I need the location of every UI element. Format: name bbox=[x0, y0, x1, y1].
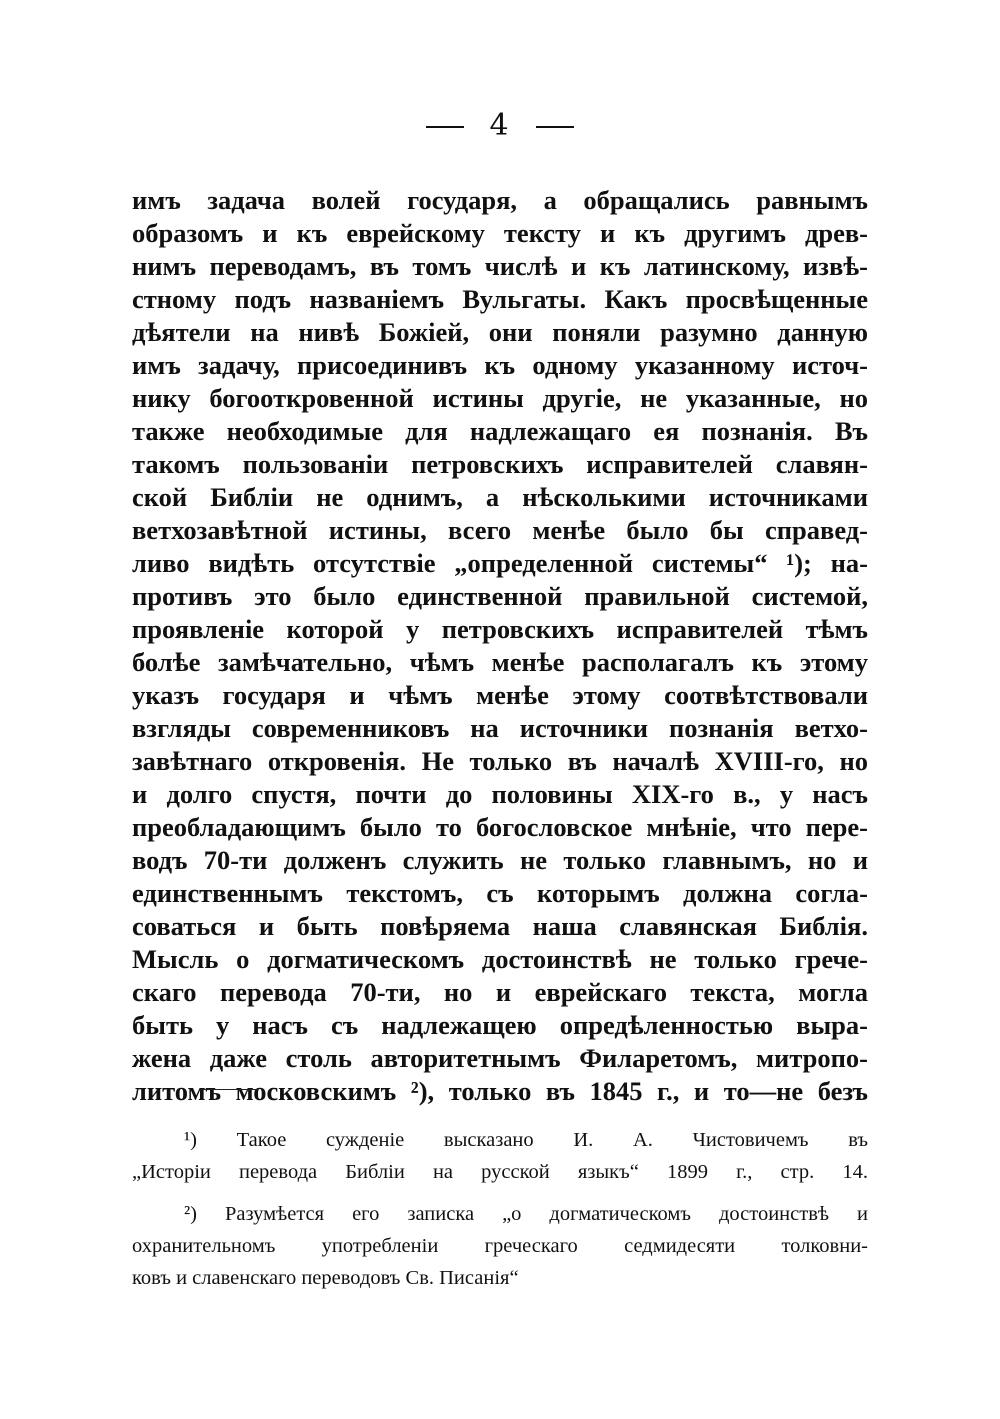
body-line: также необходимые для надлежащаго ея познанія. Въ bbox=[132, 416, 868, 446]
body-line: нимъ переводамъ, въ томъ числѣ и къ латинскому, извѣ- bbox=[132, 251, 868, 281]
page-number bbox=[0, 108, 1000, 143]
body-line: стному подъ названіемъ Вульгаты. Какъ просвѣщенные bbox=[132, 284, 868, 314]
body-line: дѣятели на нивѣ Божіей, они поняли разумно данную bbox=[132, 317, 868, 347]
footnote-line: ¹) Такое сужденіе высказано И. А. Чистовичемъ въ bbox=[184, 1129, 868, 1151]
body-line: ветхозавѣтной истины, всего менѣе было бы справед- bbox=[132, 515, 868, 545]
body-line: единственнымъ текстомъ, съ которымъ должна согла- bbox=[132, 878, 868, 908]
body-line: и долго спустя, почти до половины XIX-го в., у насъ bbox=[132, 779, 868, 809]
footnote-2 bbox=[132, 1198, 868, 1294]
body-line: соваться и быть повѣряема наша славянская Библія. bbox=[132, 911, 868, 941]
body-line: преобладающимъ было то богословское мнѣніе, что пере- bbox=[132, 812, 868, 842]
body-line: ливо видѣть отсутствіе „определенной системы“ ¹); на- bbox=[132, 548, 868, 578]
body-line: нику богооткровенной истины другіе, не указанные, но bbox=[132, 383, 868, 413]
body-line: болѣе замѣчательно, чѣмъ менѣе располагалъ къ этому bbox=[132, 647, 868, 677]
body-line: противъ это было единственной правильной системой, bbox=[132, 581, 868, 611]
body-line: указъ государя и чѣмъ менѣе этому соотвѣтствовали bbox=[132, 680, 868, 710]
body-line: литомъ московскимъ ²), только въ 1845 г., и то—не безъ bbox=[132, 1076, 868, 1106]
body-line: скаго перевода 70-ти, но и еврейскаго текста, могла bbox=[132, 977, 868, 1007]
footnote-line: ковъ и славенскаго переводовъ Св. Писанія“ bbox=[132, 1267, 519, 1289]
body-line: такомъ пользованіи петровскихъ исправителей славян- bbox=[132, 449, 868, 479]
footnote-line: ²) Разумѣется его записка „о догматическомъ достоинствѣ и bbox=[184, 1203, 868, 1225]
body-line: жена даже столь авторитетнымъ Филаретомъ, митропо- bbox=[132, 1043, 868, 1073]
body-line: имъ задача волей государя, а обращались равнымъ bbox=[132, 185, 868, 215]
body-line: ской Библіи не однимъ, а нѣсколькими источниками bbox=[132, 482, 868, 512]
footnote-line: „Исторіи перевода Библіи на русской языкъ“ 1899 г., стр. 14. bbox=[132, 1161, 868, 1183]
body-line: взгляды современниковъ на источники познанія ветхо- bbox=[132, 713, 868, 743]
footnote-1 bbox=[132, 1124, 868, 1188]
body-line: проявленіе которой у петровскихъ исправителей тѣмъ bbox=[132, 614, 868, 644]
body-line: завѣтнаго откровенія. Не только въ началѣ XVIII-го, но bbox=[132, 746, 868, 776]
body-line: Мысль о догматическомъ достоинствѣ не только грече- bbox=[132, 944, 868, 974]
footnote-line: охранительномъ употребленіи греческаго седмидесяти толковни- bbox=[132, 1235, 868, 1257]
body-line: образомъ и къ еврейскому тексту и къ другимъ древ- bbox=[132, 218, 868, 248]
page-number-value: 4 bbox=[489, 108, 511, 143]
body-line: имъ задачу, присоединивъ къ одному указанному источ- bbox=[132, 350, 868, 380]
footnotes bbox=[132, 1124, 868, 1294]
page-number-right-dash bbox=[536, 126, 574, 128]
footnote-divider bbox=[200, 1089, 258, 1090]
body-line: водъ 70-ти долженъ служить не только главнымъ, но и bbox=[132, 845, 868, 875]
body-line: быть у насъ съ надлежащею опредѣленностью выра- bbox=[132, 1010, 868, 1040]
page-number-left-dash bbox=[426, 126, 464, 128]
body-text bbox=[132, 184, 868, 1108]
